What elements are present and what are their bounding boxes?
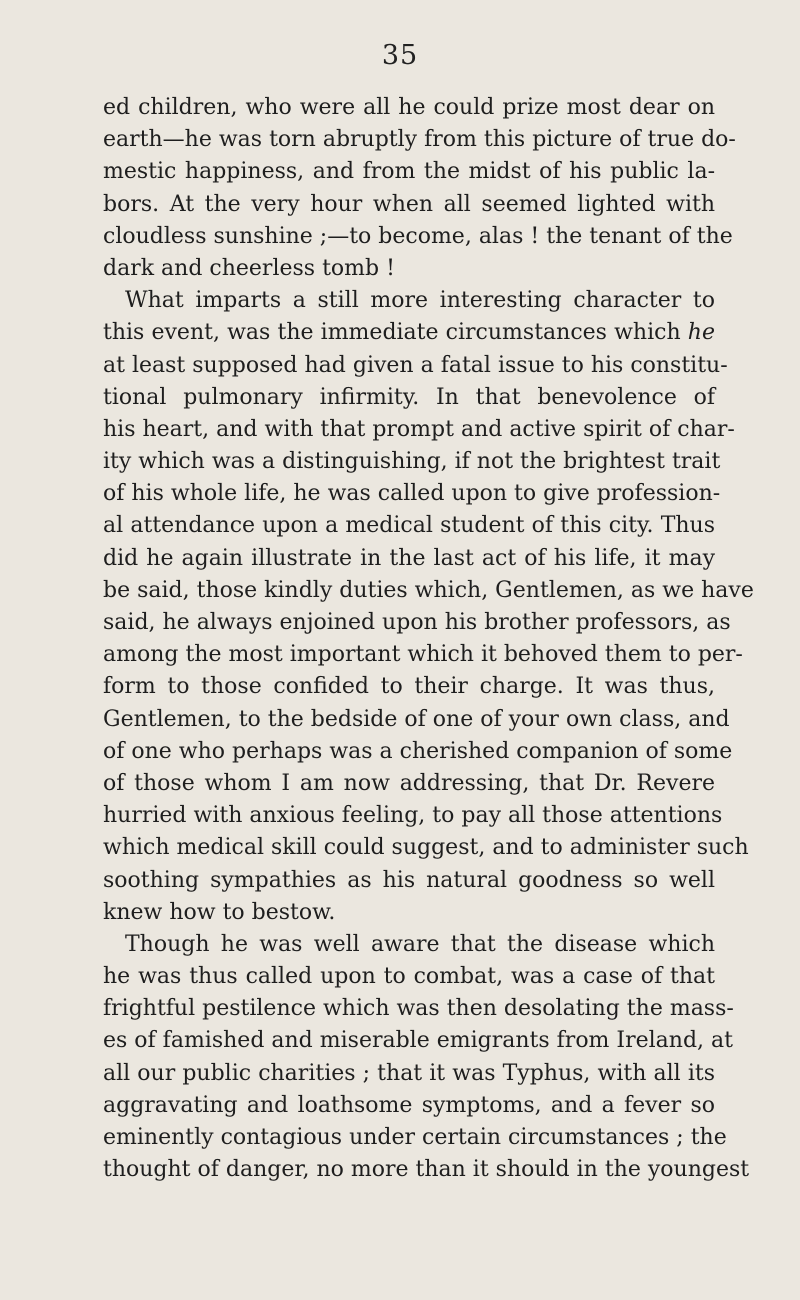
text-line	[103, 317, 715, 349]
text-line: ed children, who were all he could prize most dear on	[103, 95, 715, 120]
text-line: tional pulmonary infirmity. In that benevolence of	[103, 384, 715, 410]
text-line: said, he always enjoined upon his brother professors, as	[103, 610, 731, 635]
text-line: bors. At the very hour when all seemed lighted with	[103, 191, 715, 217]
text-line: Gentlemen, to the bedside of one of your own class, and	[103, 706, 730, 732]
text-line: soothing sympathies as his natural goodness so well	[103, 867, 715, 893]
text-line: did he again illustrate in the last act of his life, it may	[103, 545, 715, 571]
text-segment: this event, was the immediate circumstances which	[103, 320, 681, 346]
text-line: his heart, and with that prompt and active spirit of char-	[103, 416, 735, 442]
text-line: among the most important which it behoved them to per-	[103, 642, 743, 668]
text-line: es of famished and miserable emigrants from Ireland, at	[103, 1028, 733, 1054]
text-line: knew how to bestow.	[103, 899, 336, 925]
page-number: 35	[381, 40, 419, 71]
text-line: frightful pestilence which was then desolating the mass-	[103, 996, 734, 1022]
emphasis-text: he	[687, 320, 715, 346]
text-line: Though he was well aware that the disease which	[125, 931, 715, 957]
text-line: mestic happiness, and from the midst of his public la-	[103, 159, 715, 185]
text-line: dark and cheerless tomb !	[103, 255, 395, 281]
text-line: at least supposed had given a fatal issue to his constitu-	[103, 352, 728, 378]
text-line: of his whole life, he was called upon to give profession-	[103, 481, 721, 507]
text-line: aggravating and loathsome symptoms, and a fever so	[103, 1092, 715, 1118]
text-line: be said, those kindly duties which, Gentlemen, as we have	[103, 577, 754, 603]
text-line: all our public charities ; that it was Typhus, with all its	[103, 1060, 715, 1086]
text-line: form to those confided to their charge. It was thus,	[103, 674, 715, 700]
text-line: What imparts a still more interesting character to	[125, 288, 715, 314]
text-line: cloudless sunshine ;—to become, alas ! the tenant of the	[103, 223, 733, 249]
text-line: thought of danger, no more than it should in the youngest	[103, 1157, 750, 1183]
text-line: which medical skill could suggest, and to administer such	[103, 835, 749, 861]
text-line: eminently contagious under certain circumstances ; the	[103, 1125, 727, 1150]
text-line: he was thus called upon to combat, was a case of that	[103, 964, 715, 990]
body-text	[103, 92, 754, 1186]
text-line: earth—he was torn abruptly from this picture of true do-	[103, 127, 736, 153]
text-line: of those whom I am now addressing, that Dr. Revere	[103, 770, 715, 796]
text-line: of one who perhaps was a cherished companion of some	[103, 738, 733, 764]
text-line: ity which was a distinguishing, if not the brightest trait	[103, 449, 721, 475]
text-line: al attendance upon a medical student of this city. Thus	[103, 513, 715, 539]
text-line: hurried with anxious feeling, to pay all those attentions	[103, 803, 723, 829]
